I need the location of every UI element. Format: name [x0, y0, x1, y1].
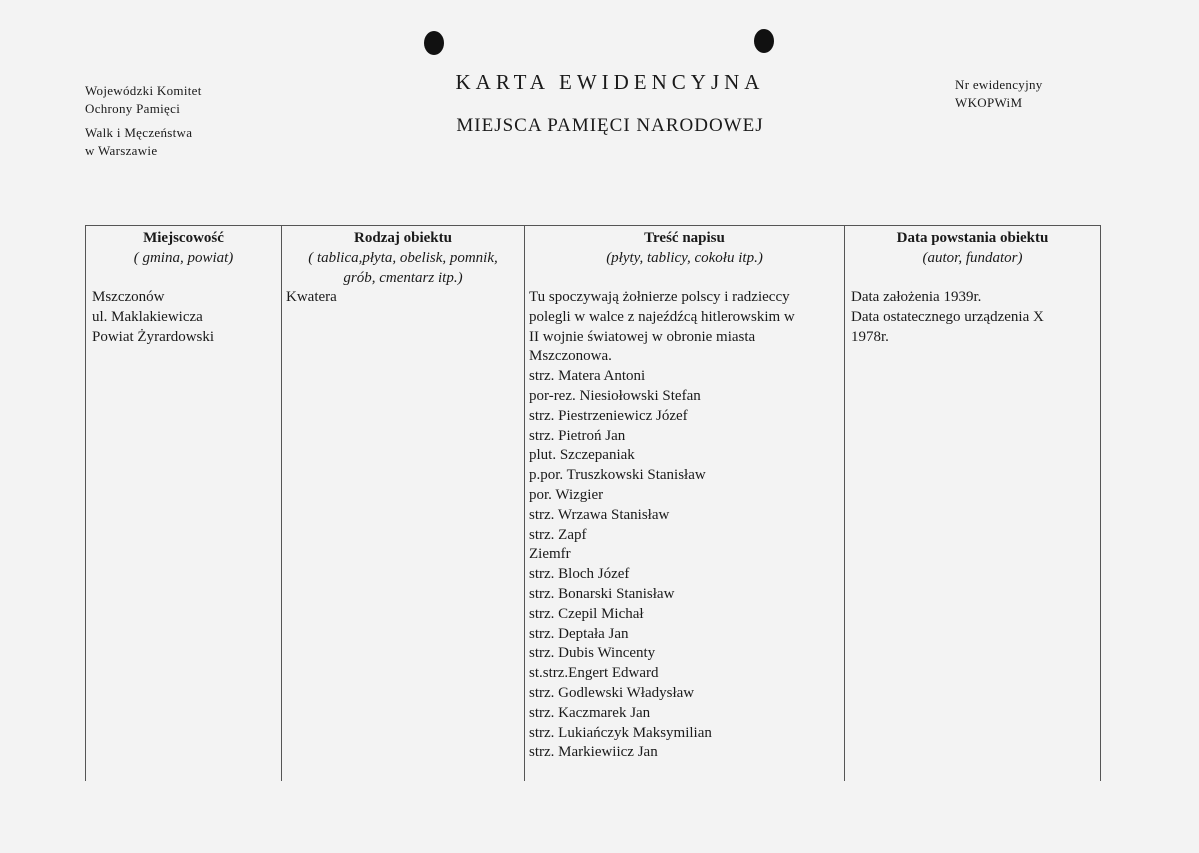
- text-line: Mszczonów: [92, 289, 165, 305]
- location-text: [92, 288, 214, 347]
- column-title: Miejscowość: [143, 230, 224, 246]
- text-line: strz. Markiewiicz Jan: [529, 744, 658, 761]
- dates-text: [851, 288, 1096, 347]
- organization-line: Wojewódzki Komitet: [85, 83, 202, 98]
- column-subtitle: grób, cmentarz itp.): [343, 270, 463, 286]
- text-line: plut. Szczepaniak: [529, 447, 635, 464]
- column-dates: [845, 226, 1100, 781]
- text-line: strz. Czepil Michał: [529, 605, 644, 622]
- organization-line: Walk i Męczeństwa: [85, 125, 193, 140]
- text-line: Ziemfr: [529, 546, 571, 563]
- text-line: strz. Bonarski Stanisław: [529, 585, 675, 602]
- text-line: strz. Zapf: [529, 526, 587, 543]
- column-object-type: [282, 226, 525, 781]
- text-line: Tu spoczywają żołnierze polscy i radzieccy: [529, 289, 790, 305]
- punch-hole-right: [754, 29, 774, 53]
- organization-line: w Warszawie: [85, 143, 158, 158]
- document-subtitle: MIEJSCA PAMIĘCI NARODOWEJ: [456, 115, 764, 136]
- column-subtitle: ( gmina, powiat): [133, 250, 234, 266]
- text-line: II wojnie światowej w obronie miasta: [529, 328, 756, 345]
- object-type-text: [286, 288, 337, 308]
- column-location: [86, 226, 282, 781]
- text-line: Data ostatecznego urządzenia X: [851, 308, 1044, 325]
- text-line: strz. Lukiańczyk Maksymilian: [529, 724, 712, 741]
- column-inscription: [525, 226, 845, 781]
- text-line: Data założenia 1939r.: [851, 289, 982, 305]
- punch-hole-left: [424, 31, 444, 55]
- column-header: [525, 226, 844, 268]
- text-line: por. Wizgier: [529, 486, 604, 503]
- text-line: por-rez. Niesiołowski Stefan: [529, 387, 701, 404]
- text-line: Kwatera: [286, 289, 337, 305]
- column-header: [282, 226, 524, 288]
- column-title: Treść napisu: [644, 230, 725, 246]
- text-line: p.por. Truszkowski Stanisław: [529, 467, 706, 484]
- column-subtitle: (autor, fundator): [922, 250, 1023, 266]
- text-line: strz. Deptała Jan: [529, 625, 629, 642]
- text-line: st.strz.Engert Edward: [529, 665, 659, 682]
- text-line: strz. Piestrzeniewicz Józef: [529, 407, 688, 424]
- text-line: strz. Pietroń Jan: [529, 427, 626, 444]
- document-title: KARTA EWIDENCYJNA: [455, 70, 765, 94]
- column-header: [86, 226, 281, 268]
- column-title: Rodzaj obiektu: [354, 230, 452, 246]
- text-line: strz. Bloch Józef: [529, 566, 630, 583]
- column-title: Data powstania obiektu: [896, 230, 1049, 246]
- column-subtitle: ( tablica,płyta, obelisk, pomnik,: [308, 250, 498, 266]
- text-line: strz. Matera Antoni: [529, 368, 646, 385]
- text-line: strz. Godlewski Władysław: [529, 684, 695, 701]
- text-line: strz. Kaczmarek Jan: [529, 704, 651, 721]
- column-header: [845, 226, 1100, 268]
- column-subtitle: (płyty, tablicy, cokołu itp.): [606, 250, 763, 266]
- text-line: ul. Maklakiewicza: [92, 308, 203, 325]
- text-line: polegli w walce z najeźdźcą hitlerowskim w: [529, 308, 795, 325]
- text-line: 1978r.: [851, 328, 889, 345]
- inscription-text: [529, 288, 839, 763]
- organization-block: [85, 82, 202, 160]
- record-number-block: [955, 76, 1043, 112]
- text-line: Powiat Żyrardowski: [92, 328, 215, 345]
- text-line: strz. Wrzawa Stanisław: [529, 506, 670, 523]
- record-table: [85, 225, 1101, 781]
- record-number-label: Nr ewidencyjny: [955, 77, 1043, 92]
- text-line: Mszczonowa.: [529, 348, 612, 365]
- record-number-value: WKOPWiM: [955, 95, 1023, 110]
- text-line: strz. Dubis Wincenty: [529, 645, 656, 662]
- organization-line: Ochrony Pamięci: [85, 101, 181, 116]
